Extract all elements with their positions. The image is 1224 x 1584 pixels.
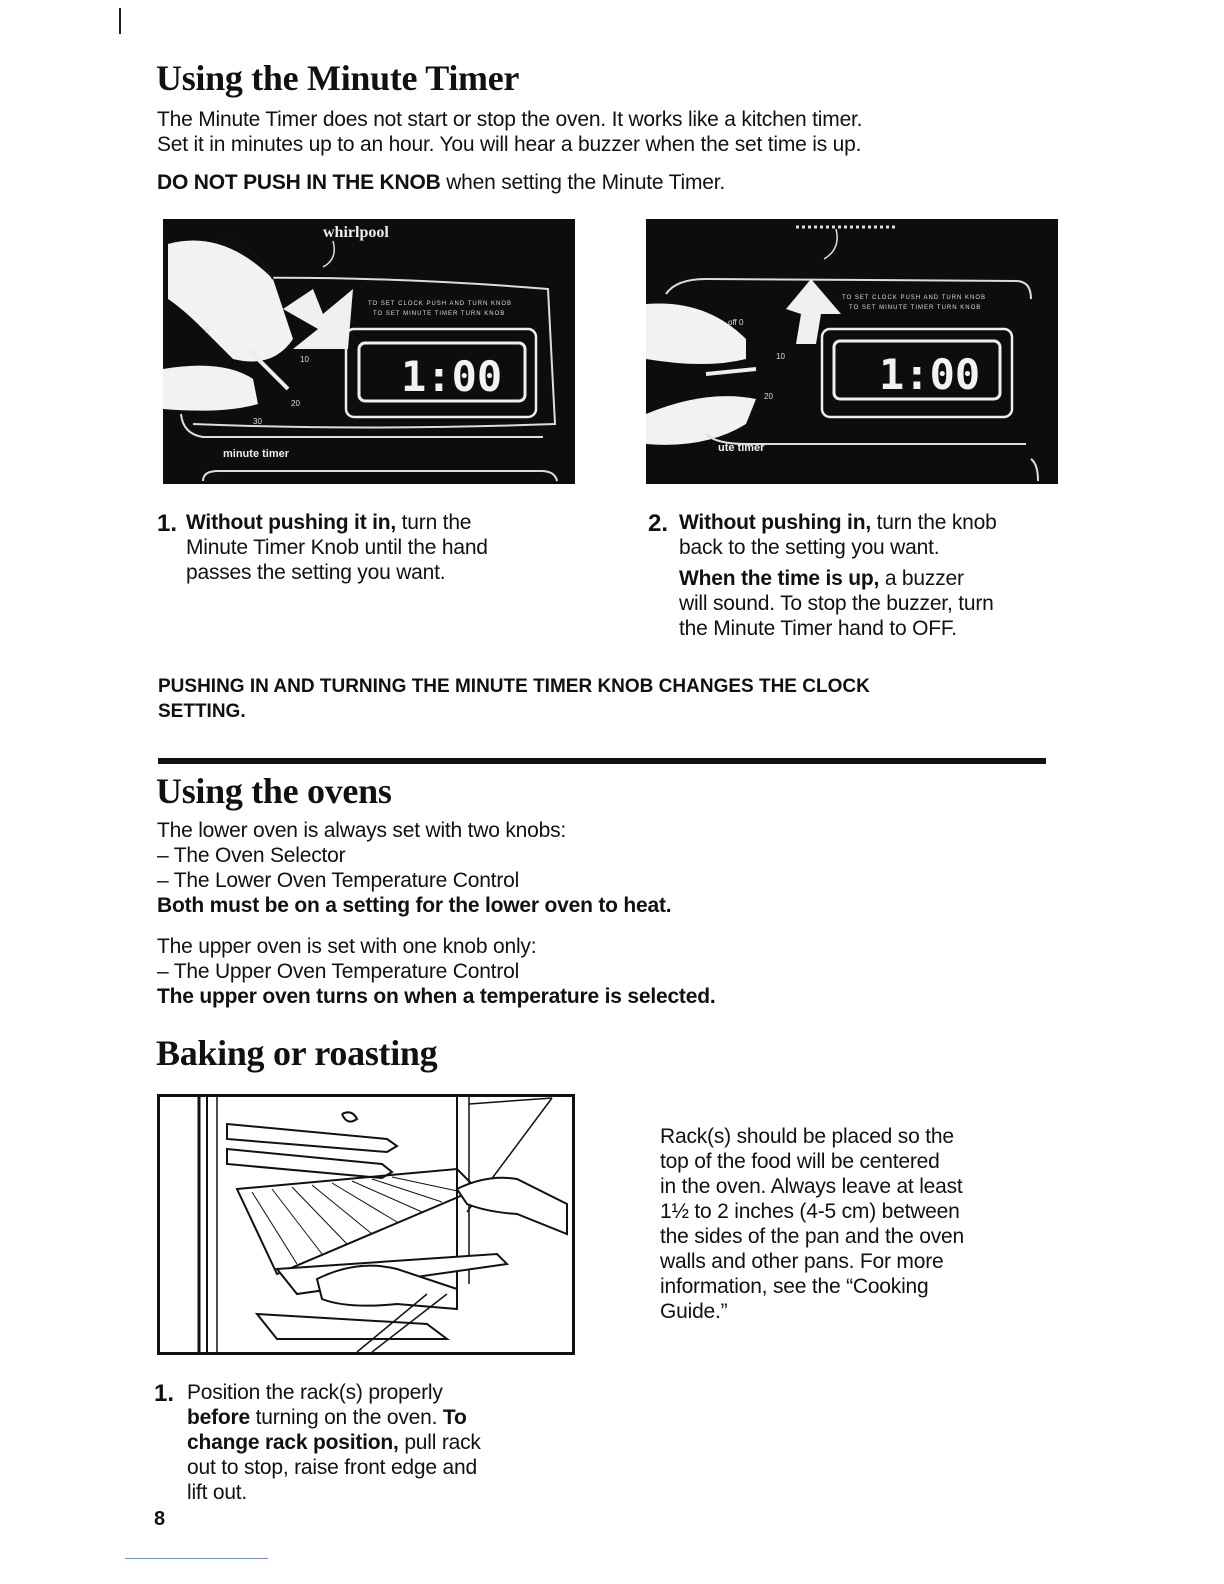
panel-2-dial-20: 20 (764, 392, 773, 401)
ovens-line-5: The upper oven is set with one knob only: (157, 935, 537, 958)
timer-step-2-number: 2. (648, 510, 669, 537)
ovens-lower-text (157, 818, 1057, 918)
timer-panel-illustration-1 (163, 219, 575, 484)
timer-step-2-line-2: back to the setting you want. (679, 536, 940, 559)
ovens-line-6: – The Upper Oven Temperature Control (157, 960, 520, 983)
baking-step-1-line-5: lift out. (187, 1481, 248, 1504)
minute-timer-intro (157, 107, 1037, 157)
clock-caution-line-1: PUSHING IN AND TURNING THE MINUTE TIMER KNOB CHANGES THE CLOCK (158, 676, 870, 697)
minute-timer-title: Using the Minute Timer (156, 58, 520, 98)
panel-2-instruction-1: TO SET CLOCK PUSH AND TURN KNOB (842, 295, 987, 301)
timer-step-1-line-2: Minute Timer Knob until the hand (186, 536, 488, 559)
ovens-upper-text (157, 934, 1057, 1009)
panel-2-dial-off: off 0 (728, 318, 744, 327)
rack-line-1: Rack(s) should be placed so the (660, 1125, 954, 1148)
panel-2-instruction-2: TO SET MINUTE TIMER TURN KNOB (849, 305, 982, 311)
baking-step-1-line-1: Position the rack(s) properly (187, 1381, 443, 1404)
baking-step-1-number: 1. (154, 1380, 175, 1407)
ovens-line-7: The upper oven turns on when a temperature is selected. (157, 985, 716, 1008)
rack-line-8: Guide.” (660, 1300, 728, 1323)
ovens-line-2: – The Oven Selector (157, 844, 346, 867)
panel-instruction-1: TO SET CLOCK PUSH AND TURN KNOB (368, 301, 513, 307)
timer-panel-illustration-2 (646, 219, 1058, 484)
baking-title: Baking or roasting (156, 1033, 438, 1073)
ovens-line-4: Both must be on a setting for the lower oven to heat. (157, 894, 672, 917)
minute-timer-label: minute timer (223, 448, 290, 460)
baking-step-1-line-2 (187, 1405, 577, 1430)
timer-display: 1:00 (401, 352, 503, 401)
intro-line-2: Set it in minutes up to an hour. You will hear a buzzer when the set time is up. (157, 133, 862, 156)
timer-step-2-line-3 (679, 566, 1069, 591)
timer-step-2-line-1-rest: turn the knob (870, 511, 997, 534)
panel-instruction-2: TO SET MINUTE TIMER TURN KNOB (373, 311, 506, 317)
timer-step-1-line-3: passes the setting you want. (186, 561, 446, 584)
rack-line-6: walls and other pans. For more (660, 1250, 944, 1273)
baking-step-1-line-3-rest: pull rack (398, 1431, 481, 1454)
knob-warning (157, 170, 1057, 195)
knob-warning-rest: when setting the Minute Timer. (440, 171, 726, 194)
ovens-title: Using the ovens (156, 771, 392, 811)
section-divider (158, 758, 1046, 764)
rack-line-3: in the oven. Always leave at least (660, 1175, 963, 1198)
dial-6: 6 (205, 326, 210, 335)
knob-warning-bold: DO NOT PUSH IN THE KNOB (157, 171, 441, 194)
panel-2-dial-10: 10 (776, 352, 785, 361)
brand-logo: whirlpool (323, 224, 389, 241)
dial-30: 30 (253, 417, 262, 426)
timer-step-2-line-5: the Minute Timer hand to OFF. (679, 617, 957, 640)
rack-line-2: top of the food will be centered (660, 1150, 940, 1173)
clock-caution-line-2: SETTING. (158, 701, 246, 722)
scan-mark (119, 8, 121, 34)
panel-2-minute-timer-label: ute timer (718, 442, 765, 454)
timer-step-1-bold: Without pushing it in, (186, 511, 397, 534)
ovens-line-3: – The Lower Oven Temperature Control (157, 869, 520, 892)
clock-caution (158, 674, 1058, 724)
baking-step-1-text (187, 1380, 577, 1505)
timer-step-2-sub-bold: When the time is up, (679, 567, 880, 590)
scan-line-bottom (125, 1558, 268, 1559)
rack-placement-text (660, 1124, 1060, 1324)
timer-step-2-sub-rest: a buzzer (879, 567, 964, 590)
rack-line-4: 1½ to 2 inches (4-5 cm) between (660, 1200, 960, 1223)
rack-line-7: information, see the “Cooking (660, 1275, 929, 1298)
timer-step-1-text (186, 510, 576, 585)
timer-step-2-line-1 (679, 510, 1069, 535)
baking-step-1-line-3 (187, 1430, 577, 1455)
timer-step-2-text (679, 510, 1069, 641)
rack-line-5: the sides of the pan and the oven (660, 1225, 964, 1248)
dial-20: 20 (291, 399, 300, 408)
oven-rack-illustration (157, 1094, 577, 1356)
baking-step-1-change-rack: change rack position, (187, 1431, 399, 1454)
timer-step-2-line-4: will sound. To stop the buzzer, turn (679, 592, 994, 615)
timer-step-2-bold: Without pushing in, (679, 511, 871, 534)
baking-step-1-line-4: out to stop, raise front edge and (187, 1456, 477, 1479)
page-number: 8 (154, 1508, 166, 1530)
baking-step-1-line-2-rest: turning on the oven. (249, 1406, 443, 1429)
timer-step-1-line-1-rest: turn the (396, 511, 472, 534)
panel-2-timer-display: 1:00 (879, 350, 981, 399)
ovens-line-1: The lower oven is always set with two knobs: (157, 819, 567, 842)
baking-step-1-to: To (442, 1406, 467, 1429)
intro-line-1: The Minute Timer does not start or stop the oven. It works like a kitchen timer. (157, 108, 863, 131)
dial-10: 10 (300, 355, 309, 364)
baking-step-1-before: before (187, 1406, 250, 1429)
timer-step-1-line-1 (186, 510, 576, 535)
timer-step-1-number: 1. (157, 510, 178, 537)
